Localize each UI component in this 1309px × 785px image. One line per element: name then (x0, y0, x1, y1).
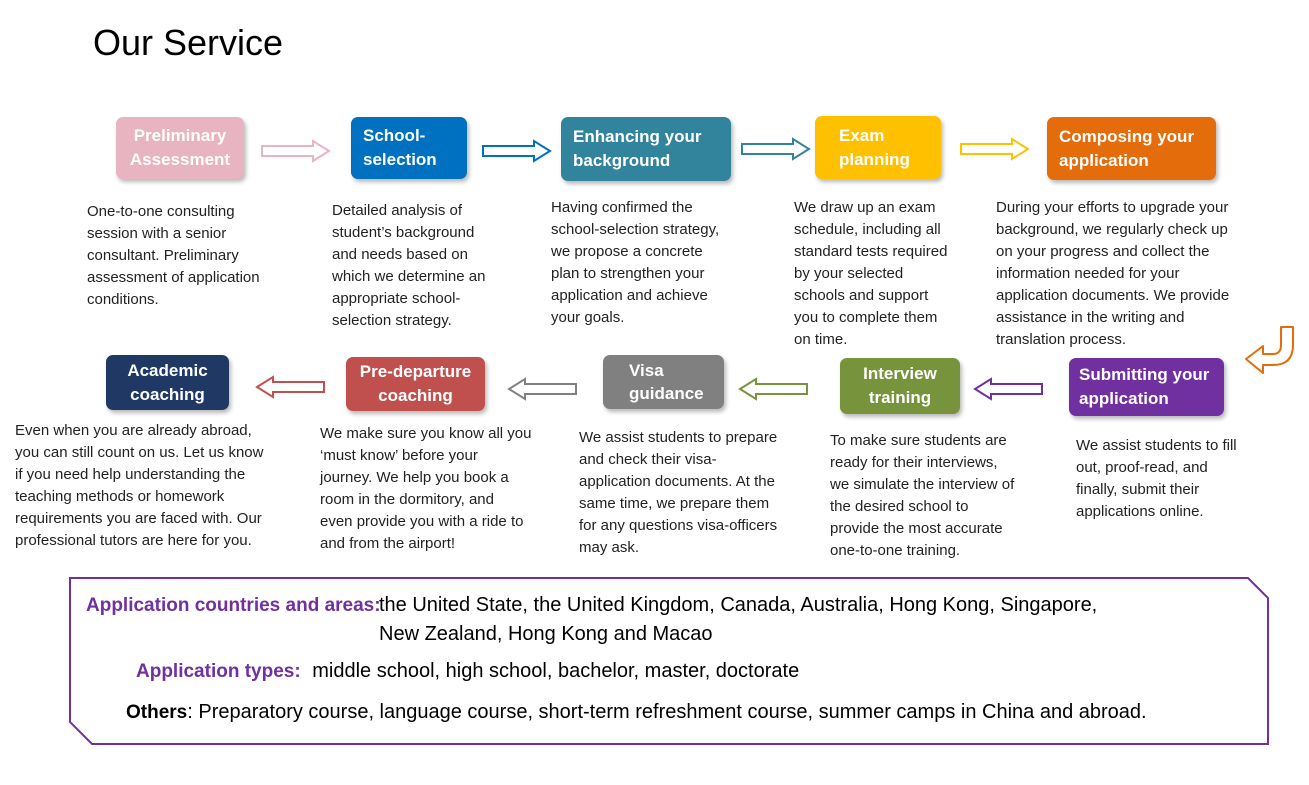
step-description-interview: To make sure students are ready for their interviews, we simulate the interview of the desired school to provide the most accurate one-to-one training. (830, 432, 1015, 559)
others-label: Others (126, 702, 188, 723)
step-pre-departure-coaching (346, 357, 485, 411)
step-title: School- selection (363, 126, 437, 169)
countries-label: Application countries and areas: (86, 595, 381, 616)
step-title: Academic coaching (127, 360, 208, 404)
step-title: Exam planning (839, 125, 910, 169)
types-row (136, 660, 799, 683)
u-turn-arrow-icon (1243, 325, 1297, 375)
types-value: middle school, high school, bachelor, master, doctorate (312, 660, 800, 682)
arrow-left-icon (255, 376, 325, 398)
arrow-right-icon (482, 140, 552, 162)
step-exam-planning (815, 116, 941, 179)
step-enhancing-background (561, 117, 731, 181)
step-description-submitting: We assist students to fill out, proof-read, and finally, submit their applications online. (1076, 437, 1237, 520)
step-description-preliminary: One-to-one consulting session with a senior consultant. Preliminary assessment of application conditions. (87, 203, 260, 308)
arrow-left-icon (738, 378, 808, 400)
step-description-visa: We assist students to prepare and check their visa- application documents. At the same time, we prepare them for any questions visa-officers may ask. (579, 429, 778, 556)
arrow-left-icon (973, 378, 1043, 400)
application-info-panel (68, 576, 1270, 746)
step-title: Enhancing your background (573, 127, 702, 170)
step-title: Pre-departure coaching (359, 362, 472, 405)
step-description-enhancing: Having confirmed the school-selection strategy, we propose a concrete plan to strengthen your application and achieve your goals. (551, 199, 720, 326)
step-preliminary-assessment (116, 117, 244, 179)
others-value: : Preparatory course, language course, short-term refreshment course, summer camps in China and abroad. (187, 701, 1147, 723)
types-label: Application types: (136, 661, 301, 682)
step-description-pre-departure: We make sure you know all you ‘must know’ before your journey. We help you book a room in the dormitory, and even provide you with a ride to and from the airport! (320, 425, 532, 552)
step-title: Visa guidance (629, 361, 704, 403)
step-title: Preliminary Assessment (129, 126, 231, 169)
step-title: Submitting your application (1079, 365, 1210, 408)
step-visa-guidance (603, 355, 724, 409)
step-title: Interview training (863, 364, 937, 407)
others-row (126, 701, 1147, 724)
step-title: Composing your application (1059, 126, 1195, 170)
arrow-right-icon (960, 138, 1030, 160)
step-description-composing: During your efforts to upgrade your background, we regularly check up on your progress and collect the information needed for your application documents. We provide assistance in the writing and translation process. (996, 199, 1230, 348)
arrow-left-icon (507, 378, 577, 400)
countries-value-line-2: New Zealand, Hong Kong and Macao (379, 623, 713, 645)
step-composing-application (1047, 117, 1216, 180)
step-description-exam: We draw up an exam schedule, including all standard tests required by your selected schools and support you to complete them on time. (794, 199, 948, 348)
step-description-academic: Even when you are already abroad, you can still count on us. Let us know if you need help understanding the teaching methods or homework requirements you are faced with. Our professional tutors are here for you. (15, 422, 264, 549)
step-description-school-selection: Detailed analysis of student’s background and needs based on which we determine an appropriate school- selection strategy. (332, 202, 486, 329)
countries-row (86, 594, 381, 617)
countries-value-line-1: the United State, the United Kingdom, Canada, Australia, Hong Kong, Singapore, (379, 594, 1098, 616)
step-submitting-application (1069, 358, 1224, 416)
step-academic-coaching (106, 355, 229, 410)
arrow-right-icon (741, 138, 811, 160)
step-interview-training (840, 358, 960, 414)
arrow-right-icon (261, 140, 331, 162)
page-title: Our Service (93, 22, 284, 63)
step-school-selection (351, 117, 467, 179)
